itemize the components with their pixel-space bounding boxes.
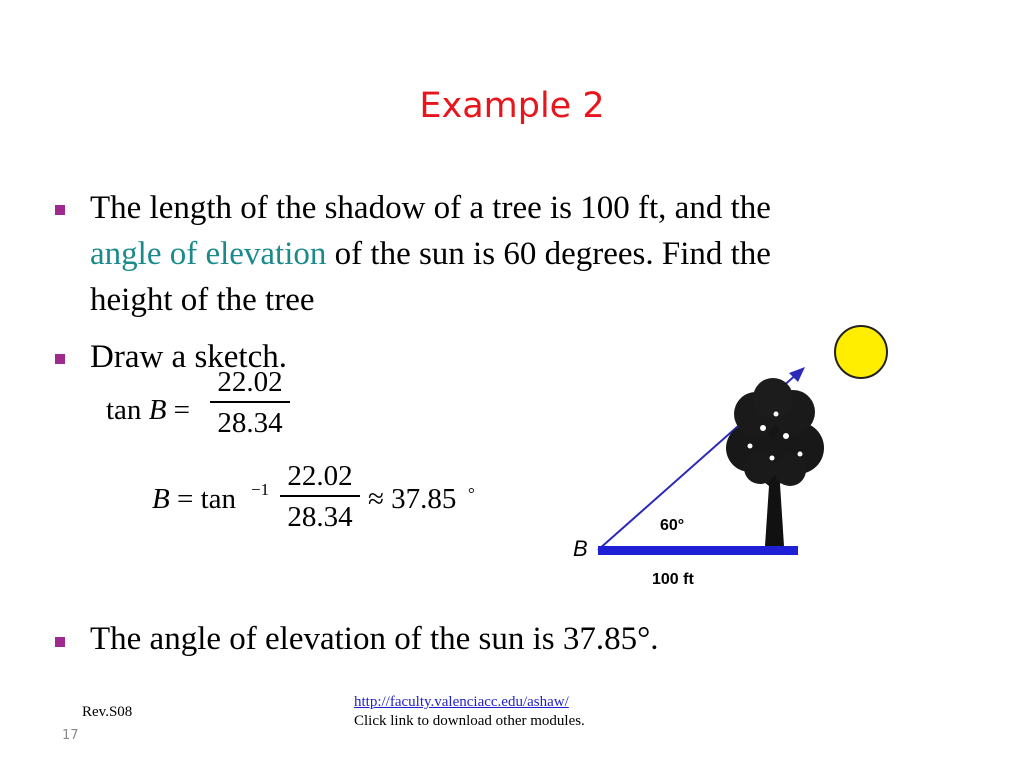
bullet-3-text: The angle of elevation of the sun is 37.85°.: [90, 621, 659, 657]
inverse-exponent: −1: [251, 480, 270, 499]
revision-label: Rev.S08: [82, 704, 133, 720]
bullet-marker: [55, 354, 65, 364]
equation-2-lhs: [152, 484, 236, 514]
base-length-label: 100 ft: [652, 571, 694, 588]
vertex-label-b: B: [573, 536, 588, 561]
tree-icon: [726, 378, 824, 546]
shadow-ground-line: [598, 546, 798, 555]
page-number: 17: [62, 728, 79, 743]
fraction-denominator: 28.34: [217, 407, 283, 439]
bullet-1-line3: height of the tree: [90, 282, 315, 318]
equation-1-lhs: [106, 395, 190, 425]
bullet-marker: [55, 205, 65, 215]
equals-sign: =: [173, 394, 191, 426]
slide-title: Example 2: [419, 86, 605, 126]
degree-symbol: °: [468, 484, 475, 503]
link-caption: Click link to download other modules.: [354, 713, 585, 729]
tree-shadow-diagram: [560, 318, 920, 598]
fraction-denominator: 28.34: [287, 501, 353, 533]
bullet-1-text: [90, 185, 990, 323]
sun-icon: [835, 326, 887, 378]
equation-1-fraction: [210, 366, 290, 440]
equation-2-fraction: [280, 460, 360, 534]
bullet-1-part1: The length of the shadow of a tree is 100 ft, and the: [90, 190, 771, 226]
fraction-numerator: 22.02: [280, 460, 360, 497]
angle-label: 60°: [660, 517, 685, 534]
equals-sign: =: [176, 483, 194, 515]
tan-function: tan: [106, 394, 142, 426]
fraction-numerator: 22.02: [210, 366, 290, 403]
variable-b: B: [148, 394, 167, 426]
angle-of-elevation-term: angle of elevation: [90, 236, 327, 272]
bullet-1-part2: of the sun is 60 degrees. Find the: [326, 236, 771, 272]
bullet-2-text: Draw a sketch.: [90, 339, 288, 375]
variable-b: B: [152, 483, 170, 515]
approx-result: ≈ 37.85: [368, 483, 457, 515]
bullet-marker: [55, 637, 65, 647]
tan-inverse-function: tan: [200, 483, 237, 515]
modules-link[interactable]: http://faculty.valenciacc.edu/ashaw/: [354, 694, 569, 710]
